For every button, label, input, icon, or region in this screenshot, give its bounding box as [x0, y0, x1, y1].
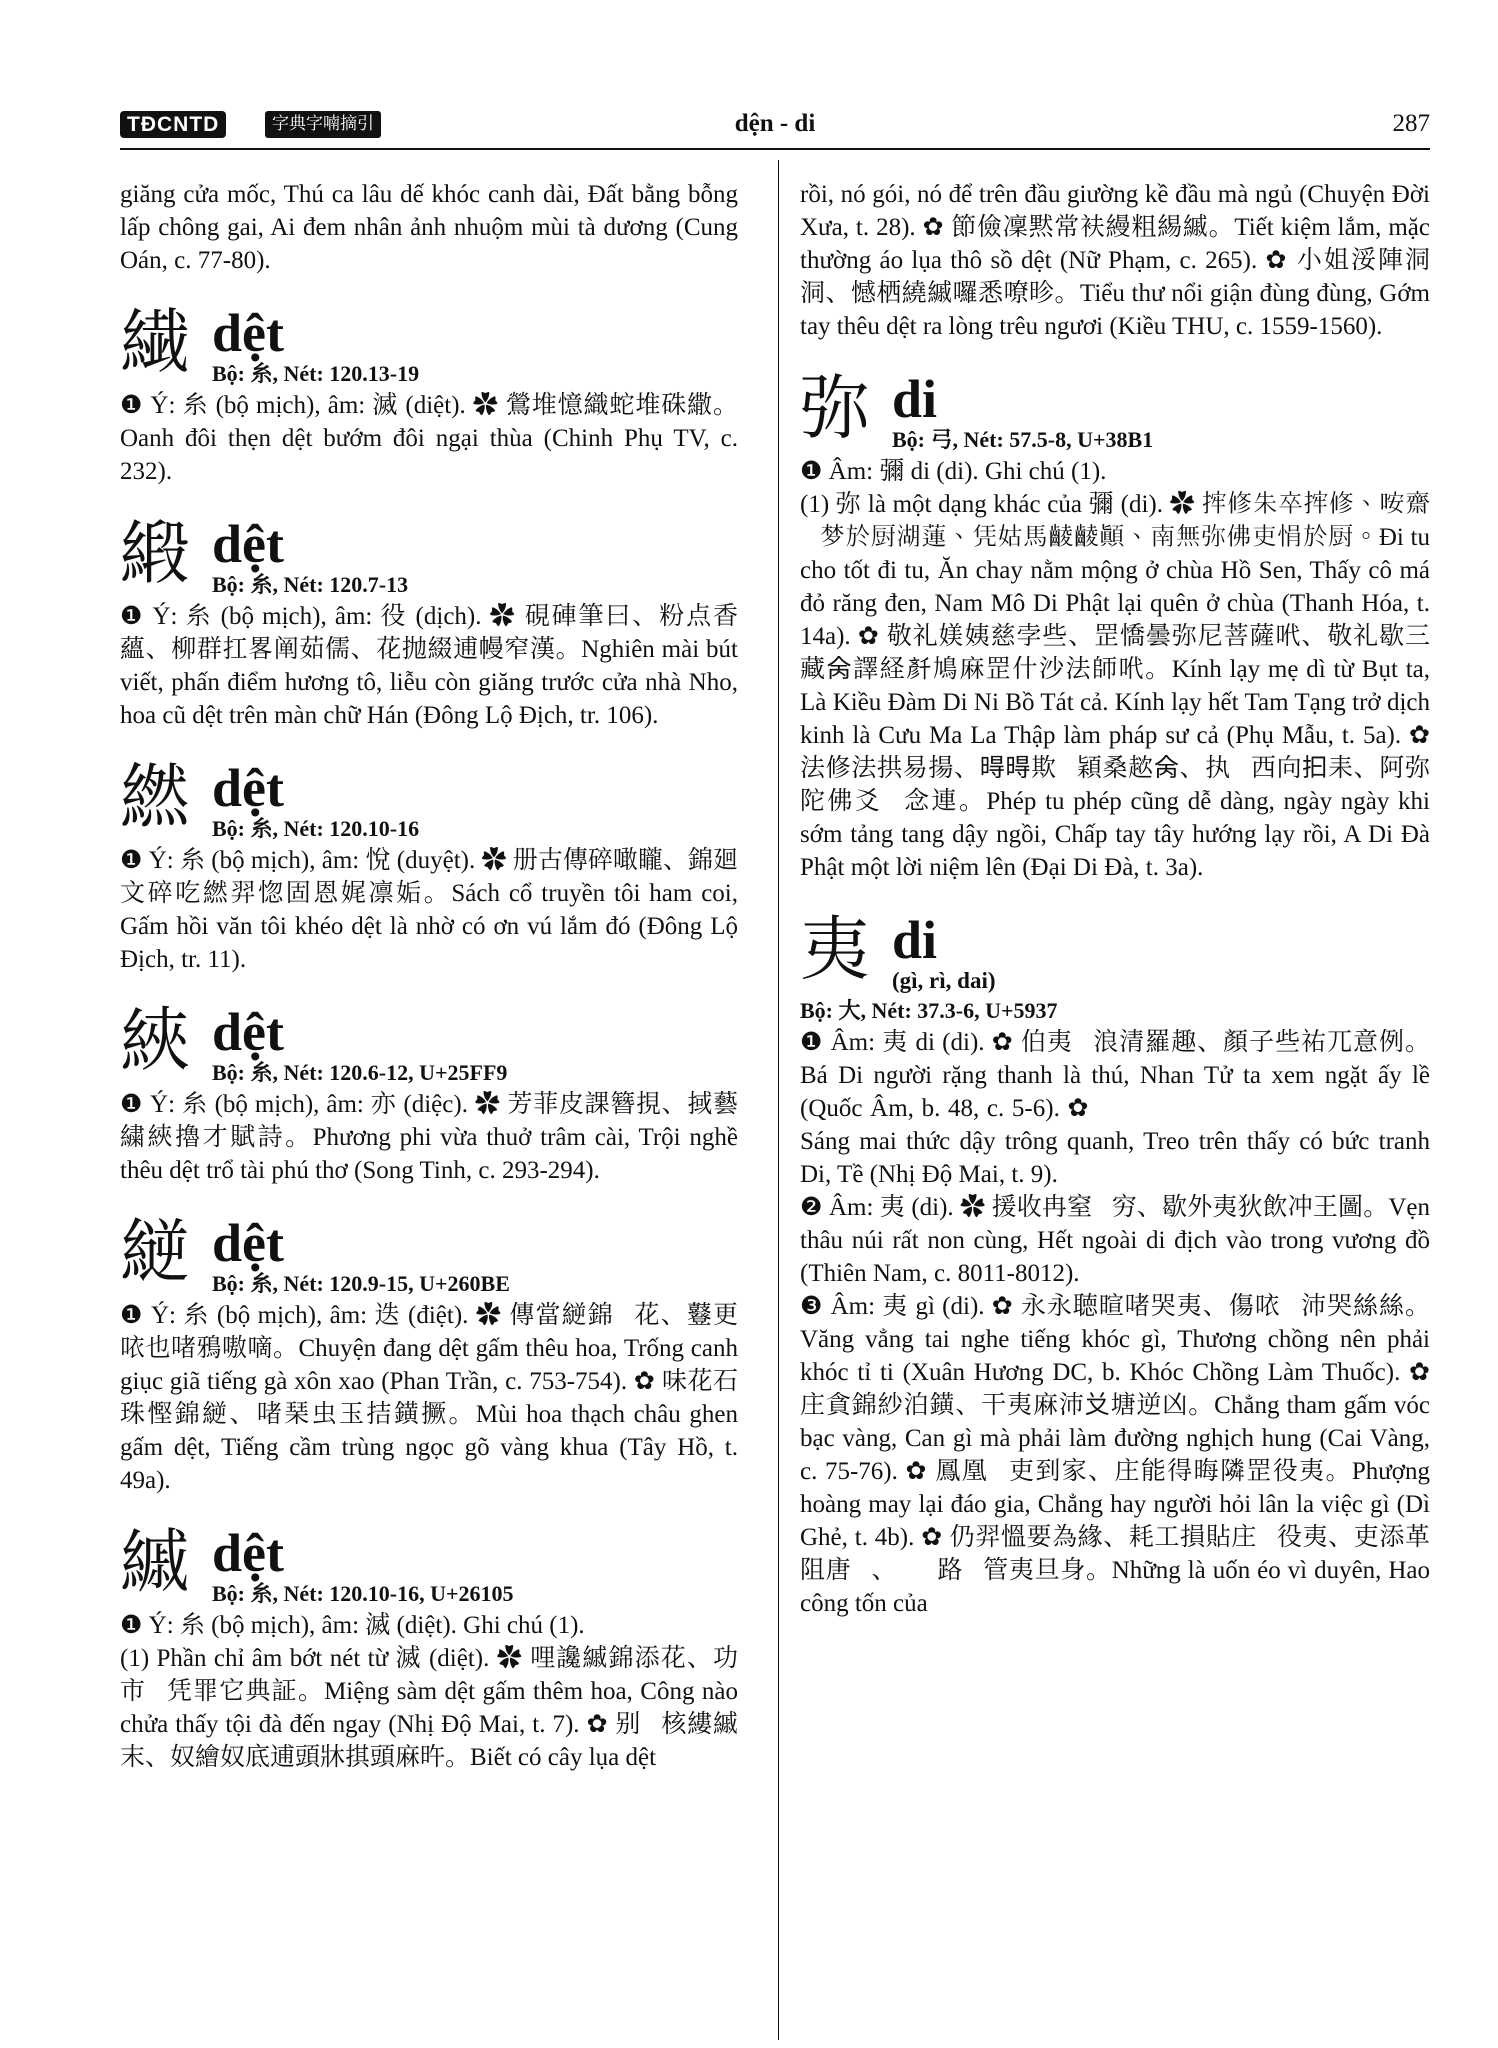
headword-variants: (gì, rì, dai) [892, 968, 996, 993]
headword-character: 綊 [120, 1000, 190, 1082]
headword-character: 繊 [120, 301, 190, 383]
headword: di [892, 910, 938, 970]
continued-text: giăng cửa mốc, Thú ca lâu dế khóc canh dài, Đất bằng bỗng lấp chông gai, Ai đem nhân ảnh nhuộm mùi tà dương (Cung Oán, c. 77-80). [120, 181, 738, 274]
entry-radical-strokes: Bộ: 糸, Nét: 120.7-13 [212, 572, 409, 597]
entry-radical-strokes: Bộ: 糸, Nét: 120.9-15, U+260BE [212, 1271, 510, 1296]
running-title: dện - di [734, 110, 816, 137]
page-number: 287 [1392, 110, 1430, 137]
headword: dệt [212, 1523, 284, 1583]
entry-sense: ❶ Ý: 糸 (bộ mịch), âm: 悅 (duyệt). ✿ 册古傳碎噉矓、錦廻文碎吃繎羿惚固恩娓凛姤。Sách cổ truyền tôi ham coi, Gấm hồi văn tôi khéo dệt là nhờ có ơn vú lắm đó (Đông Lộ Địch, tr. 11). [120, 847, 738, 973]
entry-headinfo [892, 906, 1430, 996]
entry-radical-strokes: Bộ: 大, Nét: 37.3-6, U+5937 [800, 998, 1058, 1023]
entry-sense: ❶ Ý: 糸 (bộ mịch), âm: 迭 (điệt). ✿ 傳當縌錦𦾛花、鼟更𠲖也啫鴉嗷嘀。Chuyện đang dệt gấm thêu hoa, Trống canh giục giã tiếng gà xôn xao (Phan Trần, c. 753-754). ✿ 味花石珠慳錦縌、啫琹虫玉拮鐄撅。Mùi hoa thạch châu ghen gấm dệt, Tiếng cầm trùng ngọc gõ vàng khua (Tây Hồ, t. 49a). [120, 1302, 738, 1494]
entry-headinfo [212, 1209, 738, 1299]
dictionary-entry [120, 754, 738, 976]
entry-sense: ❷ Âm: 夷 (di). ✿ 援收冉窒𡽫穷、歇外夷狄飲冲王圖。Vẹn thâu núi rất non cùng, Hết ngoài di địch vào trong vương đồ (Thiên Nam, c. 8011-8012). [800, 1194, 1430, 1287]
entry-sense: ❶ Ý: 糸 (bộ mịch), âm: 亦 (diệc). ✿ 芳菲皮課簪挸、掝藝繍綊擼才賦詩。Phương phi vừa thuở trâm cài, Trội nghề thêu dệt trổ tài phú thơ (Song Tinh, c. 293-294). [120, 1091, 738, 1184]
entry-headinfo [212, 510, 738, 600]
continued-text: rồi, nó gói, nó để trên đầu giường kề đầu mà ngủ (Chuyện Đời Xưa, t. 28). ✿ 節儉凜黙常衭縵粗緆縬。Tiết kiệm lắm, mặc thường áo lụa thô sồ dệt (Nữ Phạm, c. 265). ✿ 小姐浽陣洞洞、憾栖繞縬囉悉嘹昣。Tiểu thư nổi giận đùng đùng, Gớm tay thêu dệt ra lòng trêu ngươi (Kiều THU, c. 1559-1560). [800, 181, 1430, 340]
entry-headinfo [892, 365, 1430, 455]
entry-radical-strokes: Bộ: 糸, Nét: 120.10-16 [212, 816, 420, 841]
series-logo: 字典字喃摘引 [265, 111, 381, 138]
dictionary-entry [120, 1209, 738, 1497]
headword: dệt [212, 303, 284, 363]
headword: dệt [212, 758, 284, 818]
dictionary-entry [120, 1519, 738, 1774]
left-entries [120, 299, 738, 1774]
entry-sense: ❸ Âm: 夷 gì (di). ✿ 永永聴暄啫哭夷、傷𠲖𠤆沛哭絲絲。Văng vẳng tai nghe tiếng khóc gì, Thương chồng nên phải khóc tỉ ti (Xuân Hương DC, b. Khóc Chồng Làm Thuốc). ✿ 庄貪錦紗泊鐄、干夷麻沛𠬠塘逆凶。Chẳng tham gấm vóc bạc vàng, Can gì mà phải làm đường nghịch hung (Cai Vàng, c. 75-76). ✿ 鳳凰𧴱吏到家、庄能得晦隣罡役夷。Phượng hoàng may lại đáo gia, Chẳng hay người hỏi lân la việc gì (Dì Ghẻ, t. 4b). ✿ 仍羿慍要為緣、耗工損貼庄𠤆役夷、吏添革阻唐𢭂、𨆢𡽫路𣻆管夷旦身。Những là uốn éo vì duyên, Hao công tốn của [800, 1293, 1430, 1617]
entry-radical-strokes: Bộ: 糸, Nét: 120.13-19 [212, 361, 420, 386]
dictionary-entry [120, 299, 738, 488]
entry-head [800, 906, 1430, 996]
page-header [120, 108, 1430, 150]
entry-sense: ❶ Âm: 夷 di (di). ✿ 伯夷𢚸浪清羅趣、顏子些祐兀意例。Bá Di người rặng thanh là thú, Nhan Tử ta xem ngặt ấy lề (Quốc Âm, b. 48, c. 5-6). ✿ 𣋚𣌒賦趑𥆾挑、撩逋凭固幅𡀳夷齊。Sáng mai thức dậy trông quanh, Treo trên thấy có bức tranh Di, Tề (Nhị Độ Mai, t. 9). [800, 1029, 1430, 1188]
left-column [120, 178, 738, 1774]
entry-headinfo [212, 998, 738, 1088]
dictionary-entry [120, 998, 738, 1187]
entry-radical-strokes: Bộ: 糸, Nét: 120.10-16, U+26105 [212, 1581, 514, 1606]
headword-character: 緞 [120, 512, 190, 594]
headword-character: 繎 [120, 756, 190, 838]
entry-head [120, 299, 738, 389]
publisher-logo: TĐCNTD [120, 111, 226, 138]
entry-headinfo [212, 754, 738, 844]
right-entries [800, 365, 1430, 1620]
dictionary-entry [120, 510, 738, 732]
entry-sense: ❶ Ý: 糸 (bộ mịch), âm: 役 (dịch). ✿ 硯硨筆曰、粉点香蘊、柳群扛畧阐茹儒、花抛綴逋幔窄漢。Nghiên mài bút viết, phấn điểm hương tô, liễu còn giăng trước cửa nhà Nho, hoa cũ dệt trên màn chữ Hán (Đông Lộ Địch, tr. 106). [120, 603, 738, 729]
right-column [800, 178, 1430, 1620]
column-divider [778, 160, 779, 2040]
entry-head [120, 510, 738, 600]
headword: dệt [212, 1002, 284, 1062]
headword-character: 縌 [120, 1211, 190, 1293]
entry-sense: ❶ Ý: 糸 (bộ mịch), âm: 滅 (diệt). ✿ 鶯堆憶織蛇堆硃繖。Oanh đôi thẹn dệt bướm đôi ngại thùa (Chinh Phụ TV, c. 232). [120, 392, 738, 485]
entry-sense: (1) 弥 là một dạng khác của 彌 (di). ✿ 𢭂修朱卒𢭂修、咹齋𣎃梦於厨湖蓮、凭姑馬𪘵𪘵顛、南無弥佛吏悁於厨。Đi tu cho tốt đi tu, Ăn chay nằm mộng ở chùa Hồ Sen, Thấy cô má đỏ răng đen, Nam Mô Di Phật lại quên ở chùa (Thanh Hóa, t. 14a). ✿ 敬礼媄姨慈孛些、罡憍曇弥尼菩薩𠰺、敬礼歇三藏𠇮譯経𠦳鳩麻罡什沙法師𠰺。Kính lạy mẹ dì từ Bụt ta, Là Kiều Đàm Di Ni Bồ Tát cả. Kính lạy hết Tam Tạng trở dịch kinh là Cưu Ma La Thập làm pháp sư cả (Phụ Mẫu, t. 5a). ✿ 法修法拱易揚、𣈜𣈜欺𣌒穎桑趑𠇮、执𢬣西向𢪏耒、阿弥陀佛爻𠯇念連。Phép tu phép cũng dễ dàng, ngày ngày khi sớm tảng tang dậy ngồi, Chấp tay tây hướng lạy rồi, A Di Đà Phật một lời niệm lên (Đại Di Đà, t. 3a). [800, 491, 1430, 881]
entry-head [120, 1519, 738, 1609]
entry-head [800, 365, 1430, 455]
headword: di [892, 369, 938, 429]
entry-head [120, 1209, 738, 1299]
headword-character: 夷 [800, 908, 870, 990]
headword: dệt [212, 1213, 284, 1273]
entry-headinfo [212, 1519, 738, 1609]
headword: dệt [212, 514, 284, 574]
entry-radical-strokes: Bộ: 糸, Nét: 120.6-12, U+25FF9 [212, 1060, 508, 1085]
entry-sense: (1) Phần chỉ âm bớt nét từ 滅 (diệt). ✿ 哩讒縬錦添花、功市𤎚凭罪它典証。Miệng sàm dệt gấm thêm hoa, Công nào chửa thấy tội đà đến ngay (Nhị Độ Mai, t. 7). ✿ 别𣘃核縷縬末、奴繪奴底逋頭牀掑頭麻旿。Biết có cây lụa dệt [120, 1645, 738, 1771]
headword-character: 弥 [800, 367, 870, 449]
dictionary-entry [800, 365, 1430, 884]
headword-character: 縬 [120, 1521, 190, 1603]
entry-head [120, 754, 738, 844]
entry-sense: ❶ Ý: 糸 (bộ mịch), âm: 滅 (diệt). Ghi chú (1). [120, 1612, 585, 1639]
dictionary-entry [800, 906, 1430, 1620]
entry-headinfo [212, 299, 738, 389]
entry-radical-strokes: Bộ: 弓, Nét: 57.5-8, U+38B1 [892, 427, 1154, 452]
entry-sense: ❶ Âm: 彌 di (di). Ghi chú (1). [800, 458, 1107, 485]
entry-head [120, 998, 738, 1088]
